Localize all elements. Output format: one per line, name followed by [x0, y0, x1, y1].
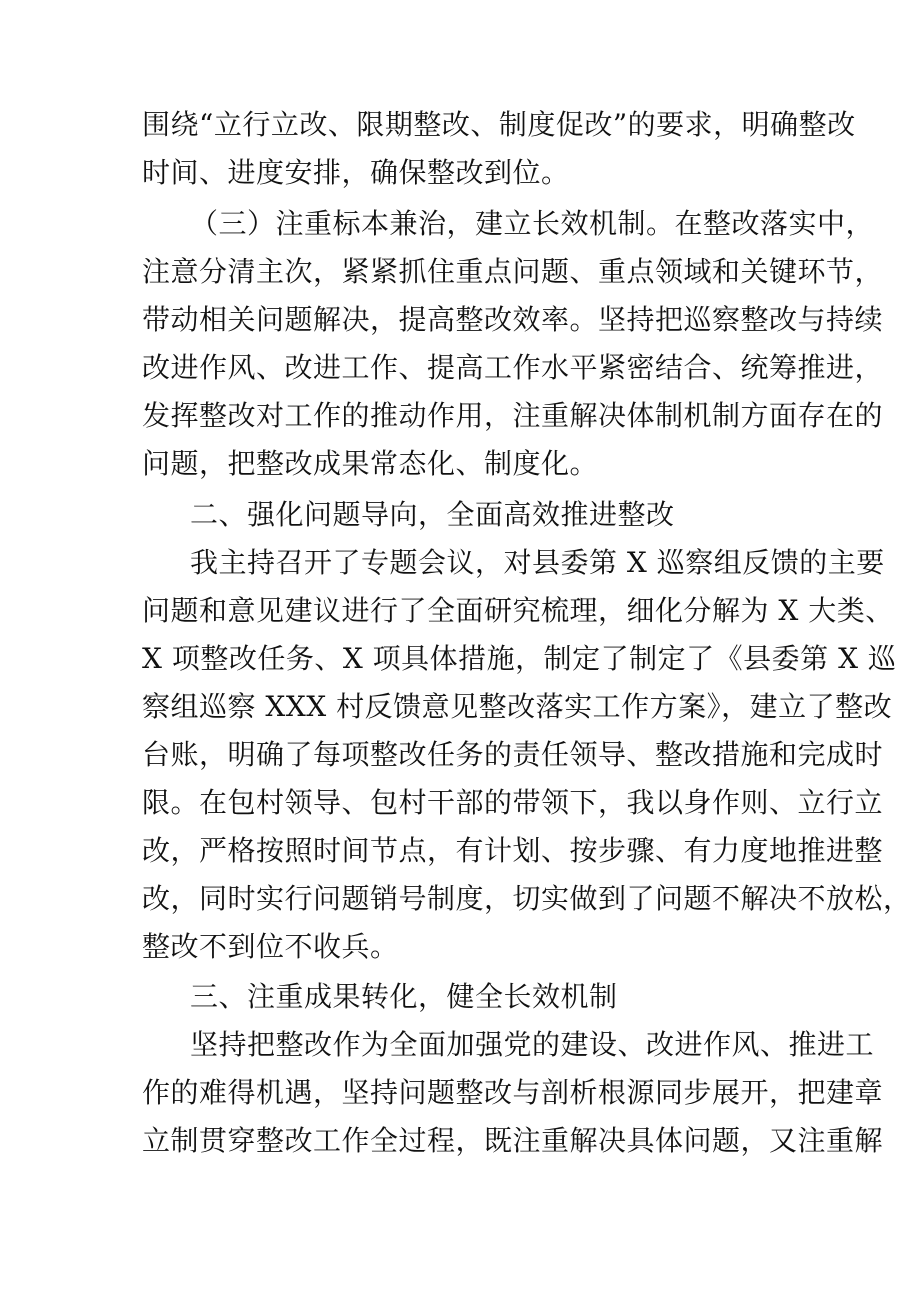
paragraph-line: 改，严格按照时间节点，有计划、按步骤、有力度地推进整	[142, 834, 884, 867]
section-heading: 二、强化问题导向，全面高效推进整改	[190, 498, 675, 531]
paragraph-line: 限。在包村领导、包村干部的带领下，我以身作则、立行立	[142, 786, 884, 819]
paragraph-line: X 项整改任务、X 项具体措施，制定了制定了《县委第 X 巡	[142, 642, 897, 675]
paragraph-line: 围绕“立行立改、限期整改、制度促改”的要求，明确整改	[142, 108, 856, 141]
paragraph-line: 发挥整改对工作的推动作用，注重解决体制机制方面存在的	[142, 399, 884, 432]
paragraph-line: 改，同时实行问题销号制度，切实做到了问题不解决不放松，	[142, 882, 912, 915]
paragraph-line: 整改不到位不收兵。	[142, 930, 399, 963]
paragraph-line: 立制贯穿整改工作全过程，既注重解决具体问题，又注重解	[142, 1124, 884, 1157]
paragraph-line: 改进作风、改进工作、提高工作水平紧密结合、统筹推进，	[142, 351, 884, 384]
paragraph-line: 坚持把整改作为全面加强党的建设、改进作风、推进工	[190, 1028, 875, 1061]
paragraph-line: 问题和意见建议进行了全面研究梳理，细化分解为 X 大类、	[142, 594, 894, 627]
paragraph-line: 注意分清主次，紧紧抓住重点问题、重点领域和关键环节，	[142, 255, 884, 288]
paragraph-line: 台账，明确了每项整改任务的责任领导、整改措施和完成时	[142, 738, 884, 771]
paragraph-line: 时间、进度安排，确保整改到位。	[142, 156, 570, 189]
paragraph-line: 带动相关问题解决，提高整改效率。坚持把巡察整改与持续	[142, 303, 884, 336]
section-heading: 三、注重成果转化，健全长效机制	[190, 980, 618, 1013]
section-heading-line: （三）注重标本兼治，建立长效机制。在整改落实中，	[190, 207, 875, 240]
paragraph-line: 我主持召开了专题会议，对县委第 X 巡察组反馈的主要	[190, 546, 885, 579]
paragraph-line: 察组巡察 XXX 村反馈意见整改落实工作方案》，建立了整改	[142, 690, 893, 723]
paragraph-line: 作的难得机遇，坚持问题整改与剖析根源同步展开，把建章	[142, 1076, 884, 1109]
paragraph-line: 问题，把整改成果常态化、制度化。	[142, 447, 599, 480]
